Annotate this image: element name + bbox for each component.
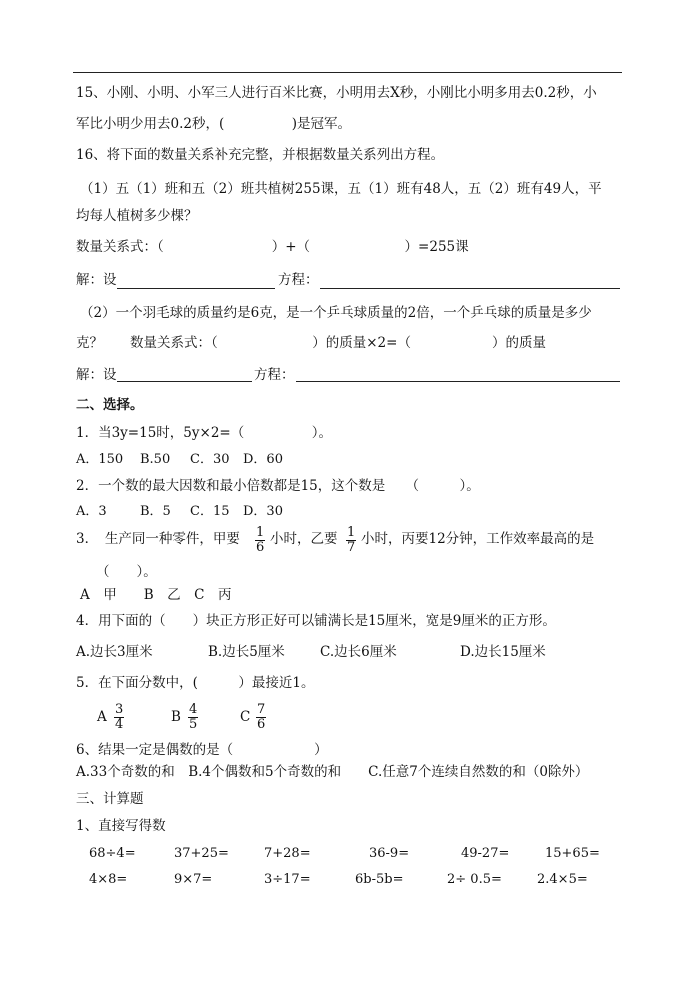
s2-q1-stem: 1．当3y=15时，5y×2=（ ）。 [76, 425, 332, 441]
s2-q5-option-c-fraction[interactable] [256, 703, 266, 732]
s2-q5-c-num: 7 [257, 702, 266, 717]
calc-r1-c3: 7+28= [264, 846, 311, 861]
s2-q6-options[interactable]: A.33个奇数的和 B.4个偶数和5个奇数的和 C.任意7个连续自然数的和（0除外） [76, 764, 589, 780]
s2-q4-option-b[interactable]: B.边长5厘米 [208, 644, 285, 660]
s2-q5-option-a-fraction[interactable] [114, 703, 124, 732]
q16-p1-line1: （1）五（1）班和五（2）班共植树255课，五（1）班有48人，五（2）班有49人，平 [80, 181, 602, 197]
s2-q3-stem-d: （ ）。 [96, 564, 157, 580]
q16-p2-solve-label: 解：设 [76, 367, 117, 383]
calc-r2-c3: 3÷17= [264, 872, 311, 887]
section2-heading: 二、选择。 [76, 397, 144, 413]
s2-q2-stem: 2．一个数的最大因数和最小倍数都是15，这个数是 （ ）。 [76, 478, 480, 494]
calc-r1-c5: 49-27= [461, 846, 510, 861]
s2-q3-stem-c: 小时，丙要12分钟，工作效率最高的是 [361, 531, 595, 547]
q16-p1-line2: 均每人植树多少棵？ [76, 208, 198, 224]
s2-q1-option-c[interactable]: C．30 [190, 452, 230, 467]
s2-q3-options[interactable]: A 甲 B 乙 C 丙 [80, 587, 232, 603]
s2-q5-a-den: 4 [115, 717, 124, 732]
s2-q2-option-c[interactable]: C．15 [190, 504, 230, 519]
calc-r2-c5: 2÷ 0.5= [447, 872, 502, 887]
s2-q5-c-den: 6 [257, 717, 266, 732]
q16-p2-equation-label: 方程： [254, 367, 295, 383]
s2-q1-option-d[interactable]: D．60 [243, 452, 283, 467]
q15-line2: 军比小明少用去0.2秒，( )是冠军。 [76, 116, 352, 132]
s2-q5-option-c-label[interactable]: C [240, 709, 251, 725]
section3-sub: 1、直接写得数 [76, 818, 166, 834]
q16-title: 16、将下面的数量关系补充完整，并根据数量关系列出方程。 [76, 147, 445, 163]
calc-r2-c6: 2.4×5= [537, 872, 588, 887]
s2-q2-option-b[interactable]: B．5 [140, 504, 171, 519]
s2-q3-fraction-2 [346, 526, 356, 555]
s2-q5-a-num: 3 [115, 702, 124, 717]
calc-r2-c1: 4×8= [89, 872, 128, 887]
s2-q3-fraction-1 [255, 526, 265, 555]
q16-p1-equation-label: 方程： [278, 272, 319, 288]
s2-q4-stem: 4．用下面的（ ）块正方形正好可以铺满长是15厘米，宽是9厘米的正方形。 [76, 613, 556, 629]
calc-r1-c1: 68÷4= [89, 846, 136, 861]
s2-q5-option-a-label[interactable]: A [97, 709, 107, 725]
s2-q2-option-a[interactable]: A．3 [76, 504, 107, 519]
s2-q3-stem-a: 3． 生产同一种零件，甲要 [76, 531, 240, 547]
s2-q4-option-d[interactable]: D.边长15厘米 [460, 644, 546, 660]
calc-r2-c2: 9×7= [174, 872, 213, 887]
s2-q6-stem: 6、结果一定是偶数的是（ ） [76, 742, 328, 758]
q16-p1-solve-blank[interactable] [117, 288, 275, 289]
s2-q5-option-b-fraction[interactable] [188, 703, 198, 732]
s2-q1-option-a[interactable]: A．150 [76, 452, 124, 467]
q16-p1-solve-label: 解：设 [76, 272, 117, 288]
q16-p1-equation-blank[interactable] [320, 288, 620, 289]
s2-q5-option-b-label[interactable]: B [171, 709, 181, 725]
s2-q5-b-den: 5 [189, 717, 198, 732]
s2-q3-frac2-num: 1 [347, 525, 356, 540]
s2-q2-option-d[interactable]: D．30 [243, 504, 283, 519]
calc-r1-c2: 37+25= [174, 846, 229, 861]
s2-q3-stem-b: 小时，乙要 [270, 531, 338, 547]
calc-r1-c4: 36-9= [369, 846, 410, 861]
section3-heading: 三、计算题 [76, 791, 144, 807]
q16-p2-solve-blank[interactable] [117, 381, 252, 382]
s2-q3-frac1-num: 1 [256, 525, 265, 540]
s2-q5-b-num: 4 [189, 702, 198, 717]
calc-r2-c4: 6b-5b= [355, 872, 404, 887]
q16-p2-line2: 克？ 数量关系式：（ ）的质量×2=（ ）的质量 [76, 335, 546, 351]
q16-p2-line1: （2）一个羽毛球的质量约是6克，是一个乒乓球质量的2倍，一个乒乓球的质量是多少 [80, 305, 592, 321]
s2-q5-stem: 5．在下面分数中，( ）最接近1。 [76, 675, 315, 691]
q16-p2-equation-blank[interactable] [296, 381, 620, 382]
s2-q4-option-c[interactable]: C.边长6厘米 [320, 644, 397, 660]
s2-q3-frac2-den: 7 [347, 540, 356, 555]
s2-q3-frac1-den: 6 [256, 540, 265, 555]
calc-r1-c6: 15+65= [545, 846, 600, 861]
s2-q4-option-a[interactable]: A.边长3厘米 [76, 644, 153, 660]
s2-q1-option-b[interactable]: B.50 [140, 452, 171, 467]
top-rule [73, 72, 622, 73]
q16-p1-relation: 数量关系式：（ ）+（ ）=255课 [76, 239, 469, 255]
q15-line1: 15、小刚、小明、小军三人进行百米比赛，小明用去X秒，小刚比小明多用去0.2秒，小 [76, 85, 597, 101]
